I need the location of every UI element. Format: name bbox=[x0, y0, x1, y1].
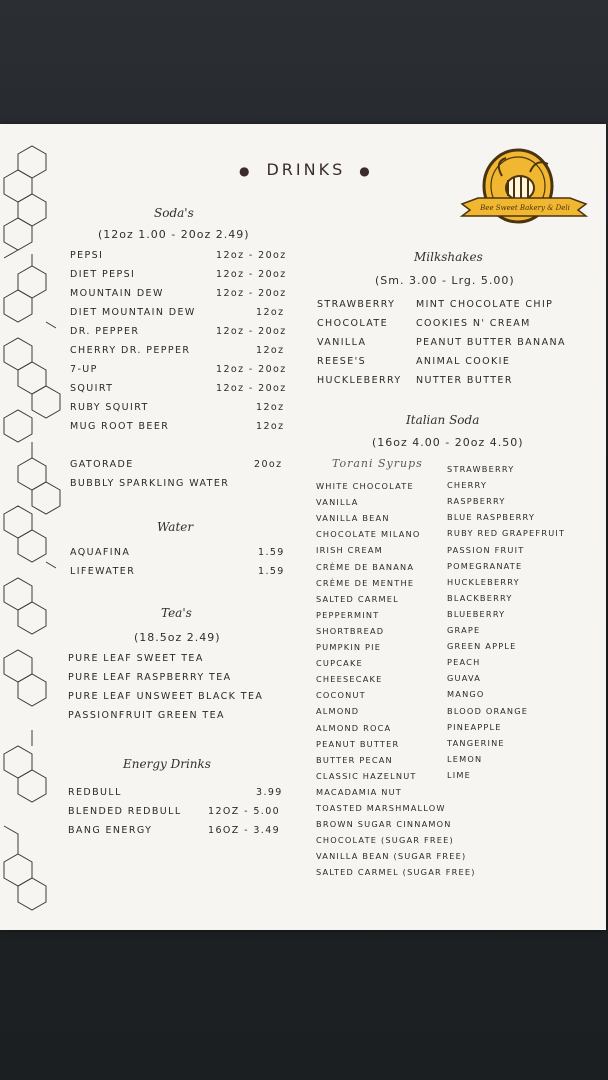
fruit-syrup-item: LIME bbox=[447, 769, 472, 780]
fruit-syrup-item: MANGO bbox=[447, 689, 485, 700]
fruit-syrup-item: PINEAPPLE bbox=[447, 721, 502, 732]
torani-syrups-heading: Torani Syrups bbox=[332, 457, 423, 470]
syrup-item: TOASTED MARSHMALLOW bbox=[316, 803, 446, 813]
italian-soda-prices: (16oz 4.00 - 20oz 4.50) bbox=[372, 436, 524, 449]
syrup-item: MACADAMIA NUT bbox=[316, 786, 403, 797]
fruit-syrup-item: BLOOD ORANGE bbox=[447, 705, 529, 716]
italian-soda-heading: Italian Soda bbox=[406, 413, 480, 427]
milkshake-item: CHOCOLATE bbox=[317, 318, 389, 329]
energy-item-label: BANG ENERGY bbox=[68, 825, 153, 836]
soda-item-label: RUBY SQUIRT bbox=[70, 402, 149, 413]
tea-item: PURE LEAF SWEET TEA bbox=[68, 653, 204, 664]
soda-item-value: 12oz - 20oz bbox=[216, 364, 287, 375]
soda-item-value: 12oz - 20oz bbox=[216, 383, 287, 394]
menu-sheet bbox=[0, 124, 606, 930]
soda-item-value: 12oz bbox=[256, 402, 285, 413]
soda-item-label: DIET MOUNTAIN DEW bbox=[70, 307, 196, 318]
milkshake-item: HUCKLEBERRY bbox=[317, 375, 402, 386]
syrup-item: ALMOND bbox=[316, 706, 360, 717]
syrup-item: CHOCOLATE MILANO bbox=[316, 529, 421, 540]
soda-item bbox=[70, 269, 287, 280]
soda-extra-item-label: GATORADE bbox=[70, 459, 134, 470]
sodas-heading: Soda's bbox=[154, 206, 194, 220]
milkshake-item: PEANUT BUTTER BANANA bbox=[416, 337, 566, 348]
fruit-syrup-item: BLUEBERRY bbox=[447, 608, 506, 619]
soda-item bbox=[70, 383, 287, 394]
soda-item bbox=[70, 345, 285, 356]
syrup-item: CLASSIC HAZELNUT bbox=[316, 770, 417, 781]
soda-item-label: MOUNTAIN DEW bbox=[70, 288, 164, 299]
syrup-item: SALTED CARMEL (SUGAR FREE) bbox=[316, 867, 476, 878]
soda-item-value: 12oz bbox=[256, 421, 285, 432]
soda-item-value: 12oz bbox=[256, 345, 285, 356]
syrup-item: CUPCAKE bbox=[316, 658, 363, 669]
tea-item: PURE LEAF RASPBERRY TEA bbox=[68, 672, 232, 683]
soda-item-label: DIET PEPSI bbox=[70, 269, 136, 280]
soda-item-label: SQUIRT bbox=[70, 383, 114, 394]
energy-item bbox=[68, 787, 283, 798]
tea-item: PASSIONFRUIT GREEN TEA bbox=[68, 710, 225, 721]
hexagon-border-decoration bbox=[0, 124, 70, 930]
energy-item-value: 16OZ - 3.49 bbox=[208, 825, 281, 836]
fruit-syrup-item: HUCKLEBERRY bbox=[447, 576, 520, 587]
soda-extra-item bbox=[70, 478, 229, 489]
syrup-item: SHORTBREAD bbox=[316, 625, 385, 636]
teas-prices: (18.5oz 2.49) bbox=[134, 631, 221, 644]
syrup-item: CHOCOLATE (SUGAR FREE) bbox=[316, 835, 454, 846]
water-item-label: LIFEWATER bbox=[70, 566, 136, 577]
syrup-item: CRÈME DE BANANA bbox=[316, 561, 415, 572]
syrup-item: CHEESECAKE bbox=[316, 674, 383, 685]
soda-item bbox=[70, 250, 287, 261]
milkshakes-prices: (Sm. 3.00 - Lrg. 5.00) bbox=[375, 274, 515, 287]
syrup-item: BUTTER PECAN bbox=[316, 754, 393, 765]
soda-item-value: 12oz bbox=[256, 307, 285, 318]
energy-item-label: REDBULL bbox=[68, 787, 122, 798]
milkshake-item: STRAWBERRY bbox=[317, 299, 396, 310]
soda-item-label: CHERRY DR. PEPPER bbox=[70, 345, 191, 356]
syrup-item: PUMPKIN PIE bbox=[316, 642, 382, 652]
energy-item-value: 3.99 bbox=[256, 787, 283, 798]
tea-item: PURE LEAF UNSWEET BLACK TEA bbox=[68, 691, 264, 702]
soda-item-value: 12oz - 20oz bbox=[216, 288, 287, 299]
soda-item-label: PEPSI bbox=[70, 250, 104, 261]
water-heading: Water bbox=[157, 520, 194, 534]
bee-sweet-logo bbox=[458, 146, 588, 232]
fruit-syrup-item: RASPBERRY bbox=[447, 496, 506, 507]
soda-item-value: 12oz - 20oz bbox=[216, 269, 287, 280]
teas-heading: Tea's bbox=[161, 606, 192, 620]
milkshake-item: REESE'S bbox=[317, 356, 367, 367]
fruit-syrup-item: GRAPE bbox=[447, 625, 481, 635]
syrup-item: IRISH CREAM bbox=[316, 545, 383, 556]
logo-text: Bee Sweet Bakery & Deli bbox=[480, 204, 570, 212]
syrup-item: VANILLA BEAN bbox=[316, 513, 390, 524]
fruit-syrup-item: PEACH bbox=[447, 657, 481, 668]
energy-heading: Energy Drinks bbox=[123, 757, 211, 771]
soda-extra-item-value: 20oz bbox=[254, 459, 283, 470]
soda-item bbox=[70, 364, 287, 375]
syrup-item: VANILLA BEAN (SUGAR FREE) bbox=[316, 851, 467, 862]
sodas-prices: (12oz 1.00 - 20oz 2.49) bbox=[98, 228, 250, 241]
milkshake-item: NUTTER BUTTER bbox=[416, 375, 513, 386]
syrup-item: PEPPERMINT bbox=[316, 609, 380, 620]
syrup-item: SALTED CARMEL bbox=[316, 593, 399, 604]
soda-item-value: 12oz - 20oz bbox=[216, 326, 287, 337]
fruit-syrup-item: RUBY RED GRAPEFRUIT bbox=[447, 528, 566, 539]
fruit-syrup-item: TANGERINE bbox=[447, 737, 505, 748]
soda-item bbox=[70, 307, 285, 318]
fruit-syrup-item: BLUE RASPBERRY bbox=[447, 512, 536, 523]
soda-item-value: 12oz - 20oz bbox=[216, 250, 287, 261]
menu-title-text: DRINKS bbox=[266, 160, 346, 179]
soda-extra-item bbox=[70, 459, 283, 470]
soda-item-label: DR. PEPPER bbox=[70, 326, 140, 337]
soda-item-label: 7-UP bbox=[70, 364, 98, 375]
soda-item bbox=[70, 288, 287, 299]
fruit-syrup-item: BLACKBERRY bbox=[447, 592, 513, 603]
fruit-syrup-item: POMEGRANATE bbox=[447, 560, 523, 571]
energy-item bbox=[68, 825, 281, 836]
water-item-label: AQUAFINA bbox=[70, 547, 131, 558]
title-dot-right: ● bbox=[359, 163, 373, 178]
energy-item-label: BLENDED REDBULL bbox=[68, 806, 182, 817]
soda-item bbox=[70, 402, 285, 413]
fruit-syrup-item: CHERRY bbox=[447, 480, 488, 491]
milkshakes-heading: Milkshakes bbox=[414, 250, 483, 264]
energy-item-value: 12OZ - 5.00 bbox=[208, 806, 281, 817]
syrup-item: CRÈME DE MENTHE bbox=[316, 577, 415, 588]
soda-item bbox=[70, 421, 285, 432]
fruit-syrup-item: STRAWBERRY bbox=[447, 464, 515, 474]
syrup-item: PEANUT BUTTER bbox=[316, 738, 400, 749]
milkshake-item: VANILLA bbox=[317, 337, 367, 348]
soda-item bbox=[70, 326, 287, 337]
water-item bbox=[70, 566, 285, 577]
milkshake-item: MINT CHOCOLATE CHIP bbox=[416, 299, 554, 310]
energy-item bbox=[68, 806, 281, 817]
fruit-syrup-item: LEMON bbox=[447, 753, 483, 764]
water-item-value: 1.59 bbox=[258, 547, 285, 558]
milkshake-item: COOKIES N' CREAM bbox=[416, 318, 531, 329]
syrup-item: BROWN SUGAR CINNAMON bbox=[316, 819, 452, 830]
fruit-syrup-item: PASSION FRUIT bbox=[447, 544, 525, 555]
fruit-syrup-item: GUAVA bbox=[447, 673, 482, 684]
syrup-item: WHITE CHOCOLATE bbox=[316, 481, 414, 491]
title-dot-left: ● bbox=[239, 163, 253, 178]
water-item-value: 1.59 bbox=[258, 566, 285, 577]
menu-title bbox=[225, 160, 385, 179]
syrup-item: COCONUT bbox=[316, 690, 366, 701]
soda-extra-item-label: BUBBLY SPARKLING WATER bbox=[70, 478, 230, 489]
syrup-item: VANILLA bbox=[316, 497, 359, 508]
soda-item-label: MUG ROOT BEER bbox=[70, 421, 170, 432]
milkshake-item: ANIMAL COOKIE bbox=[416, 356, 511, 367]
water-item bbox=[70, 547, 285, 558]
syrup-item: ALMOND ROCA bbox=[316, 722, 392, 733]
fruit-syrup-item: GREEN APPLE bbox=[447, 641, 517, 652]
